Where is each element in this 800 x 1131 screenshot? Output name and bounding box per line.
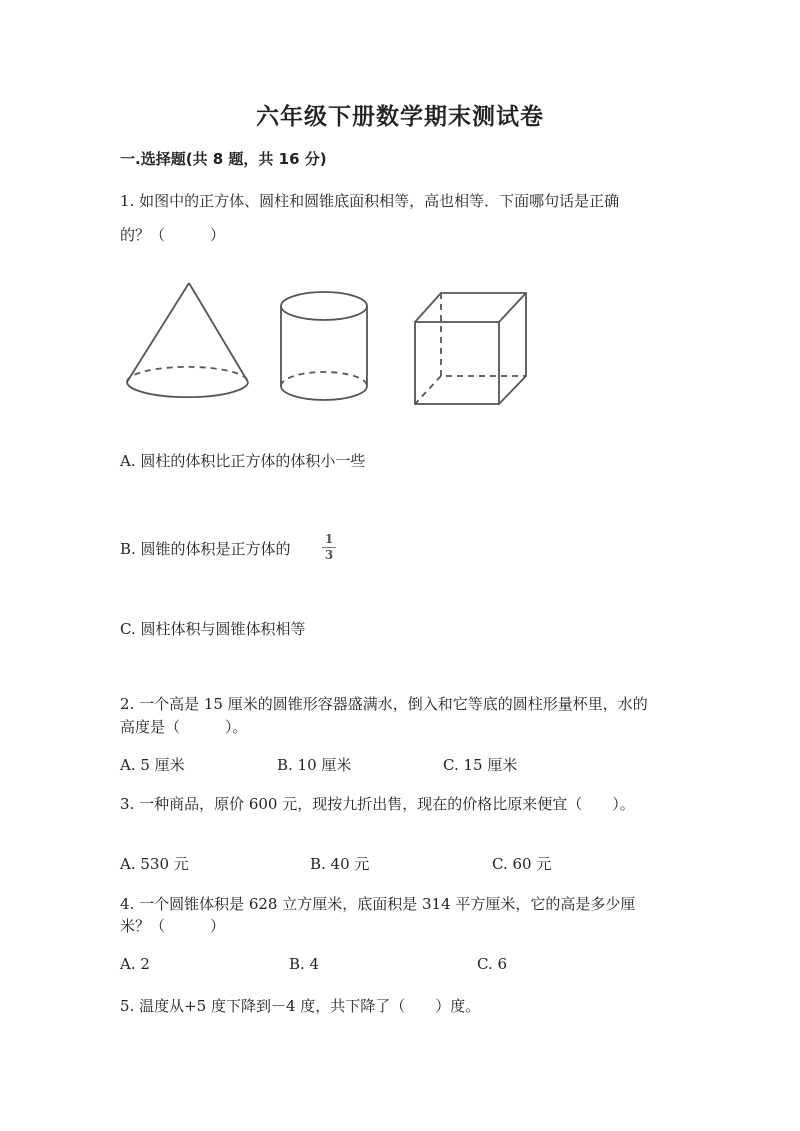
section-heading: 一.选择题(共 8 题，共 16 分) (120, 150, 327, 168)
question-4-line-2: 米？（ ） (120, 917, 226, 935)
fraction-denominator: 3 (324, 548, 334, 562)
question-4-option-b[interactable]: B. 4 (289, 955, 320, 973)
question-4-line-1: 4. 一个圆锥体积是 628 立方厘米，底面积是 314 平方厘米，它的高是多少厘 (120, 895, 636, 913)
question-1-option-c[interactable]: C. 圆柱体积与圆锥体积相等 (120, 620, 306, 638)
question-1-option-b[interactable]: B. 圆锥的体积是正方体的 (120, 540, 291, 558)
question-1-line-1: 1. 如图中的正方体、圆柱和圆锥底面积相等，高也相等．下面哪句话是正确 (120, 192, 620, 210)
cube-figure (415, 293, 526, 404)
question-2-option-b[interactable]: B. 10 厘米 (277, 756, 352, 774)
cone-figure (127, 283, 248, 397)
fraction-numerator: 1 (324, 532, 334, 546)
question-2-line-2: 高度是（ ）。 (120, 718, 248, 736)
question-4-option-c[interactable]: C. 6 (477, 955, 508, 973)
question-3-line-1: 3. 一种商品，原价 600 元，现按九折出售，现在的价格比原来便宜（ ）。 (120, 795, 635, 813)
question-3-option-a[interactable]: A. 530 元 (120, 855, 189, 873)
question-2-option-a[interactable]: A. 5 厘米 (120, 756, 185, 774)
question-3-option-c[interactable]: C. 60 元 (492, 855, 552, 873)
cylinder-figure (281, 292, 367, 400)
page-title: 六年级下册数学期末测试卷 (256, 103, 544, 130)
question-3-option-b[interactable]: B. 40 元 (310, 855, 370, 873)
question-2-line-1: 2. 一个高是 15 厘米的圆锥形容器盛满水，倒入和它等底的圆柱形量杯里，水的 (120, 695, 648, 713)
question-5-line-1: 5. 温度从+5 度下降到－4 度，共下降了（ ）度。 (120, 997, 481, 1015)
question-4-option-a[interactable]: A. 2 (120, 955, 150, 973)
question-1-option-a[interactable]: A. 圆柱的体积比正方体的体积小一些 (120, 452, 366, 470)
question-1-line-2: 的？（ ） (120, 226, 226, 244)
solid-figures (120, 276, 540, 411)
fraction-one-third (322, 533, 336, 562)
question-2-option-c[interactable]: C. 15 厘米 (443, 756, 518, 774)
